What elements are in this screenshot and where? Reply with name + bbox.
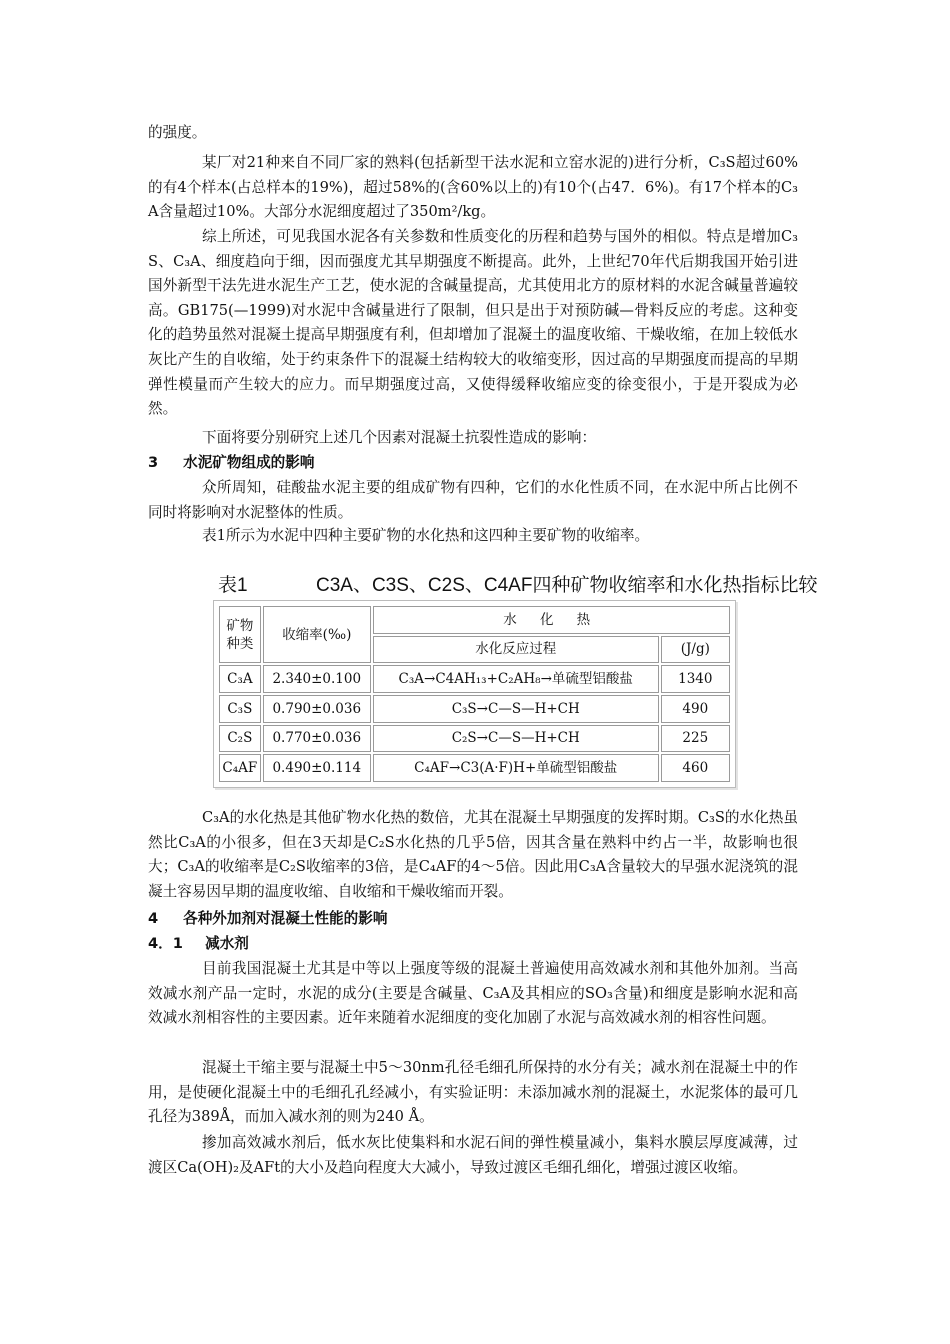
section-heading-4 [148, 908, 387, 930]
cell-heat: 460 [661, 754, 730, 782]
table-caption [218, 572, 818, 600]
paragraph-minerals: 众所周知，硅酸盐水泥主要的组成矿物有四种，它们的水化性质不同，在水泥中所占比例不同时将影响对水泥整体的性质。 [148, 479, 798, 521]
header-process: 水化反应过程 [373, 636, 659, 664]
cell-rate: 0.490±0.114 [263, 754, 371, 782]
paragraph-strength-end: 的强度。 [148, 124, 207, 141]
cell-rate: 2.340±0.100 [263, 665, 371, 693]
header-shrinkage: 收缩率(‰) [263, 606, 371, 663]
header-unit: (J/g) [661, 636, 730, 664]
section-heading-3 [148, 452, 314, 474]
section-title: 各种外加剂对混凝土性能的影响 [183, 910, 388, 927]
section-title: 减水剂 [205, 935, 249, 952]
table-row [219, 725, 730, 753]
cell-process: C₄AF→C3(A·F)H+单硫型铝酸盐 [373, 754, 659, 782]
table-title: C3A、C3S、C2S、C4AF四种矿物收缩率和水化热指标比较 [316, 575, 818, 596]
mineral-table [217, 604, 732, 784]
paragraph-transition-zone: 掺加高效减水剂后，低水灰比使集料和水泥石间的弹性模量减小，集料水膜层厚度减薄，过渡区Ca(OH)₂及AFt的大小及趋向程度大大减小，导致过渡区毛细孔细化，增强过渡区收缩。 [148, 1134, 798, 1176]
table-row [219, 695, 730, 723]
cell-heat: 225 [661, 725, 730, 753]
table-number: 表1 [218, 575, 248, 596]
cell-process: C₂S→C—S—H+CH [373, 725, 659, 753]
cell-mineral: C₃A [219, 665, 261, 693]
cell-mineral: C₃S [219, 695, 261, 723]
paragraph-summary: 综上所述，可见我国水泥各有关参数和性质变化的历程和趋势与国外的相似。特点是增加C₃S、C₃A、细度趋向于细，因而强度尤其早期强度不断提高。此外，上世纪70年代后期我国开始引进国外新型干法先进水泥生产工艺，使水泥的含碱量提高，尤其使用北方的原材料的水泥含碱量普遍较高。GB175(—1999)对水泥中含碱量进行了限制，但只是出于对预防碱—骨料反应的考虑。这种变化的趋势虽然对混凝土提高早期强度有利，但却增加了混凝土的温度收缩、干燥收缩，在加上较低水灰比产生的自收缩，处于约束条件下的混凝土结构较大的收缩变形，因过高的早期强度而提高的早期弹性模量而产生较大的应力。而早期强度过高，又使得缓释收缩应变的徐变很小，于是开裂成为必然。 [148, 228, 798, 418]
cell-heat: 490 [661, 695, 730, 723]
header-mineral: 矿物种类 [219, 606, 261, 663]
section-title: 水泥矿物组成的影响 [183, 454, 315, 471]
cell-mineral: C₄AF [219, 754, 261, 782]
cell-rate: 0.770±0.036 [263, 725, 371, 753]
cell-rate: 0.790±0.036 [263, 695, 371, 723]
paragraph-transition: 下面将要分别研究上述几个因素对混凝土抗裂性造成的影响： [202, 429, 597, 446]
mineral-table-frame [213, 600, 736, 788]
cell-process: C₃A→C4AH₁₃+C₂AH₈→单硫型铝酸盐 [373, 665, 659, 693]
table-row [219, 665, 730, 693]
cell-heat: 1340 [661, 665, 730, 693]
section-heading-4-1 [148, 933, 249, 955]
section-number: 3 [148, 454, 159, 471]
cell-mineral: C₂S [219, 725, 261, 753]
paragraph-drying-shrinkage: 混凝土干缩主要与混凝土中5～30nm孔径毛细孔所保持的水分有关；减水剂在混凝土中的作用，是使硬化混凝土中的毛细孔孔经减小，有实验证明：未添加减水剂的混凝土，水泥浆体的最可几孔径为389Å，而加入减水剂的则为240 Å。 [148, 1059, 798, 1126]
section-number: 4．1 [148, 935, 183, 952]
section-number: 4 [148, 910, 159, 927]
table-header-row [219, 606, 730, 634]
paragraph-table-intro: 表1所示为水泥中四种主要矿物的水化热和这四种主要矿物的收缩率。 [202, 527, 650, 544]
cell-process: C₃S→C—S—H+CH [373, 695, 659, 723]
paragraph-c3a-heat: C₃A的水化热是其他矿物水化热的数倍，尤其在混凝土早期强度的发挥时期。C₃S的水化热虽然比C₃A的小很多，但在3天却是C₂S水化热的几乎5倍，因其含量在熟料中约占一半，故影响也很大；C₃A的收缩率是C₂S收缩率的3倍，是C₄AF的4～5倍。因此用C₃A含量较大的早强水泥浇筑的混凝土容易因早期的温度收缩、自收缩和干燥收缩而开裂。 [148, 809, 798, 900]
table-row [219, 754, 730, 782]
paragraph-superplasticizer: 目前我国混凝土尤其是中等以上强度等级的混凝土普遍使用高效减水剂和其他外加剂。当高效减水剂产品一定时，水泥的成分(主要是含碱量、C₃A及其相应的SO₃含量)和细度是影响水泥和高效减水剂相容性的主要因素。近年来随着水泥细度的变化加剧了水泥与高效减水剂的相容性问题。 [148, 960, 798, 1027]
paragraph-clinker-analysis: 某厂对21种来自不同厂家的熟料(包括新型干法水泥和立窑水泥的)进行分析，C₃S超过60%的有4个样本(占总样本的19%)，超过58%的(含60%以上的)有10个(占47．6%)。有17个样本的C₃A含量超过10%。大部分水泥细度超过了350m²/kg。 [148, 154, 798, 221]
header-hydration-heat: 水 化 热 [373, 606, 730, 634]
